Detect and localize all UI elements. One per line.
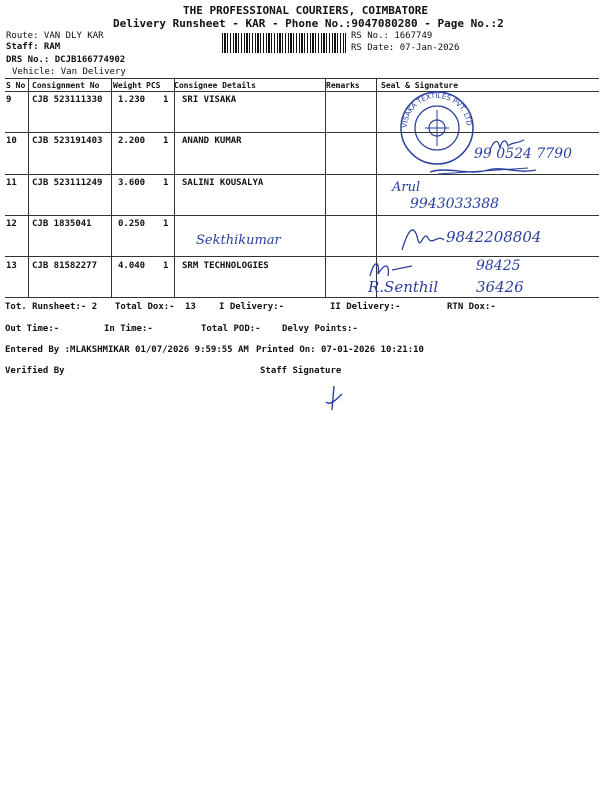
handwritten-name-row13: R.Senthil xyxy=(368,278,439,296)
row-pcs: 1 xyxy=(163,136,169,146)
row-consignment-no: CJB 1835041 xyxy=(32,219,92,229)
table-bottom-border xyxy=(5,297,599,298)
route-label: Route: VAN DLY KAR xyxy=(6,31,104,41)
staff-signature-label: Staff Signature xyxy=(260,366,342,376)
row-consignee: SRM TECHNOLOGIES xyxy=(182,261,269,271)
col-header-consignment: Consignment No xyxy=(32,81,100,90)
row-consignee: SRI VISAKA xyxy=(182,95,237,105)
row-weight: 2.200 xyxy=(118,136,146,146)
row-weight: 0.250 xyxy=(118,219,146,229)
barcode xyxy=(222,33,346,53)
row-weight: 3.600 xyxy=(118,178,146,188)
row-consignee: SALINI KOUSALYA xyxy=(182,178,264,188)
handwritten-phone-row12: 9842208804 xyxy=(446,228,542,246)
handwritten-phone-row13: 98425 xyxy=(476,258,521,274)
handwritten-consignee-row12: Sekthikumar xyxy=(196,233,281,248)
total-dox-value: 13 xyxy=(185,302,196,312)
table-header-border xyxy=(5,91,599,92)
drs-number: DRS No.: DCJB166774902 xyxy=(6,55,126,65)
row-sno: 11 xyxy=(6,178,17,188)
row-consignment-no: CJB 81582277 xyxy=(32,261,98,271)
i-delivery: I Delivery:- xyxy=(219,302,285,312)
table-top-border xyxy=(5,78,599,79)
column-divider xyxy=(28,78,29,297)
rs-number: RS No.: 1667749 xyxy=(351,31,433,41)
staff-signature-mark xyxy=(322,384,346,414)
row-sno: 12 xyxy=(6,219,17,229)
printed-on: Printed On: 07-01-2026 10:21:10 xyxy=(256,345,424,355)
column-divider xyxy=(174,78,175,297)
handwritten-phone-row11: 9943033388 xyxy=(410,196,500,212)
in-time: In Time:- xyxy=(104,324,153,334)
row-weight: 1.230 xyxy=(118,95,146,105)
company-name: THE PROFESSIONAL COURIERS, COIMBATORE xyxy=(183,4,429,17)
col-header-sno: S No xyxy=(6,81,26,90)
row-sno: 13 xyxy=(6,261,17,271)
company-seal-stamp xyxy=(397,88,477,168)
svg-text:VISAKA TEXTILES PVT. LTD: VISAKA TEXTILES PVT. LTD xyxy=(400,91,473,129)
column-divider xyxy=(325,78,326,297)
out-time: Out Time:- xyxy=(5,324,60,334)
total-runsheet: Tot. Runsheet:- 2 xyxy=(5,302,98,312)
total-pod: Total POD:- xyxy=(201,324,261,334)
runsheet-title: Delivery Runsheet - KAR - Phone No.:9047080280 - Page No.:2 xyxy=(113,17,504,30)
col-header-pcs: PCS xyxy=(146,81,161,90)
rs-date: RS Date: 07-Jan-2026 xyxy=(351,43,460,53)
delivery-points: Delvy Points:- xyxy=(282,324,358,334)
row-consignment-no: CJB 523111249 xyxy=(32,178,103,188)
row-sno: 9 xyxy=(6,95,12,105)
row-divider xyxy=(5,132,599,133)
staff-label: Staff: RAM xyxy=(6,42,61,52)
row-divider xyxy=(5,215,599,216)
row-pcs: 1 xyxy=(163,219,169,229)
row-pcs: 1 xyxy=(163,95,169,105)
row-pcs: 1 xyxy=(163,178,169,188)
row-pcs: 1 xyxy=(163,261,169,271)
col-header-seal-signature: Seal & Signature xyxy=(381,81,459,90)
col-header-weight: Weight xyxy=(113,81,142,90)
rtn-dox: RTN Dox:- xyxy=(447,302,496,312)
handwritten-extra-row13: 36426 xyxy=(476,278,524,296)
total-dox-label: Total Dox:- xyxy=(115,302,175,312)
row-consignment-no: CJB 523191403 xyxy=(32,136,103,146)
verified-by: Verified By xyxy=(5,366,65,376)
row-sno: 10 xyxy=(6,136,17,146)
row-consignee: ANAND KUMAR xyxy=(182,136,242,146)
signature-row12 xyxy=(398,220,448,260)
row-weight: 4.040 xyxy=(118,261,146,271)
col-header-remarks: Remarks xyxy=(326,81,360,90)
handwritten-name-row11: Arul xyxy=(392,180,421,195)
row-consignment-no: CJB 523111330 xyxy=(32,95,103,105)
entered-by: Entered By :MLAKSHMIKAR 01/07/2026 9:59:55 AM xyxy=(5,345,249,355)
row-divider xyxy=(5,256,599,257)
vehicle-label: Vehicle: Van Delivery xyxy=(12,67,126,77)
col-header-consignee: Consignee Details xyxy=(174,81,256,90)
ii-delivery: II Delivery:- xyxy=(330,302,401,312)
column-divider xyxy=(111,78,112,297)
handwritten-phone-row9: 99 0524 7790 xyxy=(474,146,572,162)
scribble-row10 xyxy=(428,164,538,178)
